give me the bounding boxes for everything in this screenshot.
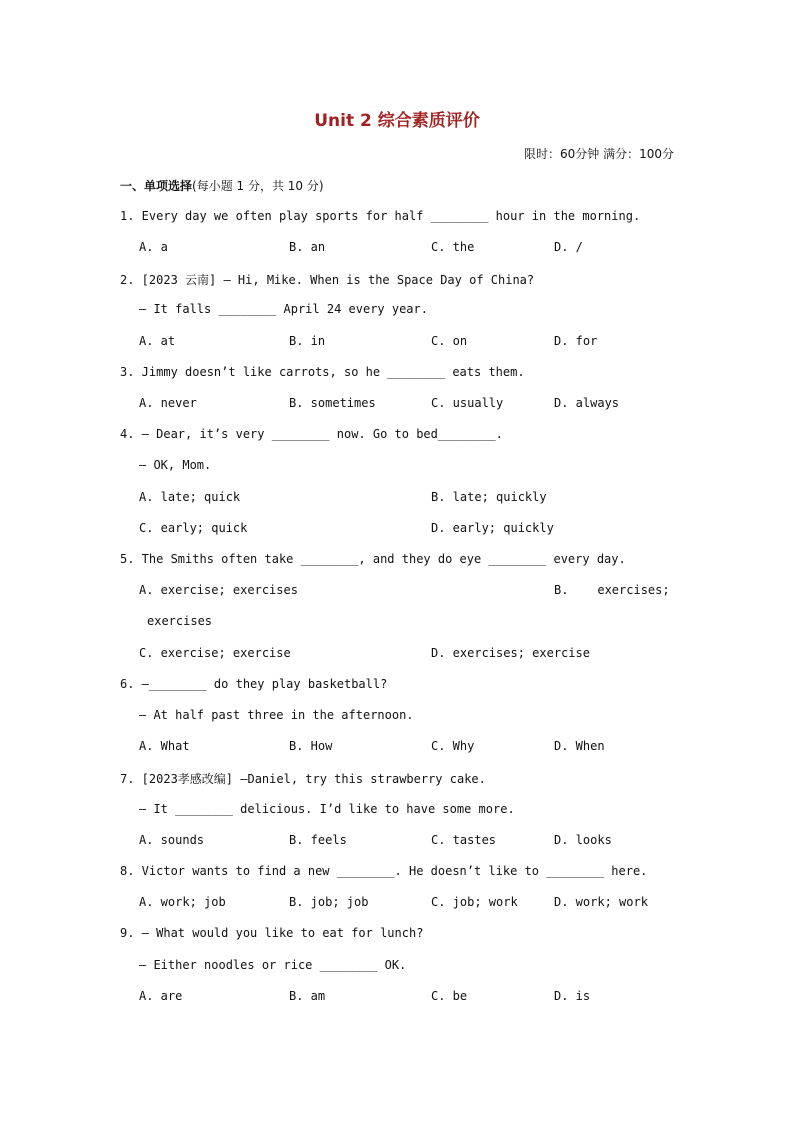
q9-option-a: A. are: [139, 989, 183, 1003]
question-4: 4. — Dear, it’s very ________ now. Go to bed________.: [120, 427, 503, 441]
q7-option-b: B. feels: [289, 833, 347, 847]
question-2-reply: — It falls ________ April 24 every year.: [139, 302, 428, 316]
q2-option-c: C. on: [431, 334, 468, 348]
q4-option-b: B. late; quickly: [431, 490, 547, 504]
question-5: 5. The Smiths often take ________, and they do eye ________ every day.: [120, 552, 626, 566]
q8-option-d: D. work; work: [554, 895, 648, 909]
question-9: 9. — What would you like to eat for lunch?: [120, 926, 424, 940]
time-score-info: 限时：60分钟 满分：100分: [524, 147, 674, 161]
q9-option-c: C. be: [431, 989, 468, 1003]
q1-option-b: B. an: [289, 240, 326, 254]
q5-option-b: B. exercises;: [554, 583, 670, 597]
question-6-reply: — At half past three in the afternoon.: [139, 708, 414, 722]
q5-option-c: C. exercise; exercise: [139, 646, 291, 660]
question-7: 7. [2023孝感改编] —Daniel, try this strawberry cake.: [120, 772, 486, 786]
q7-option-c: C. tastes: [431, 833, 497, 847]
question-3: 3. Jimmy doesn’t like carrots, so he ________ eats them.: [120, 365, 525, 379]
q8-option-a: A. work; job: [139, 895, 226, 909]
q2-option-a: A. at: [139, 334, 176, 348]
q5-option-d: D. exercises; exercise: [431, 646, 590, 660]
q6-option-b: B. How: [289, 739, 333, 753]
q8-option-c: C. job; work: [431, 895, 518, 909]
question-2: 2. [2023 云南] — Hi, Mike. When is the Space Day of China?: [120, 273, 535, 287]
q3-option-c: C. usually: [431, 396, 504, 410]
q3-option-a: A. never: [139, 396, 197, 410]
q6-option-d: D. When: [554, 739, 605, 753]
q6-option-c: C. Why: [431, 739, 475, 753]
q8-option-b: B. job; job: [289, 895, 369, 909]
question-6: 6. —________ do they play basketball?: [120, 677, 388, 691]
q9-option-d: D. is: [554, 989, 591, 1003]
q1-option-c: C. the: [431, 240, 475, 254]
q4-option-a: A. late; quick: [139, 490, 241, 504]
section-note: (每小题 1 分，共 10 分): [192, 179, 324, 193]
q5-option-a: A. exercise; exercises: [139, 583, 298, 597]
q1-option-a: A. a: [139, 240, 168, 254]
q4-option-c: C. early; quick: [139, 521, 248, 535]
q4-option-d: D. early; quickly: [431, 521, 554, 535]
q7-option-d: D. looks: [554, 833, 612, 847]
question-8: 8. Victor wants to find a new ________. He doesn’t like to ________ here.: [120, 864, 648, 878]
question-7-reply: — It ________ delicious. I’d like to have some more.: [139, 802, 515, 816]
q5-option-b-continued: exercises: [147, 614, 213, 628]
q6-option-a: A. What: [139, 739, 190, 753]
question-4-reply: — OK, Mom.: [139, 458, 212, 472]
q9-option-b: B. am: [289, 989, 326, 1003]
q3-option-d: D. always: [554, 396, 620, 410]
q1-option-d: D. /: [554, 240, 583, 254]
section-title: 一、单项选择: [120, 179, 193, 193]
section-heading: [120, 177, 324, 194]
q7-option-a: A. sounds: [139, 833, 205, 847]
question-9-reply: — Either noodles or rice ________ OK.: [139, 958, 407, 972]
q2-option-b: B. in: [289, 334, 326, 348]
q3-option-b: B. sometimes: [289, 396, 376, 410]
q2-option-d: D. for: [554, 334, 598, 348]
question-1: 1. Every day we often play sports for half ________ hour in the morning.: [120, 209, 641, 223]
page-title: Unit 2 综合素质评价: [314, 111, 480, 131]
